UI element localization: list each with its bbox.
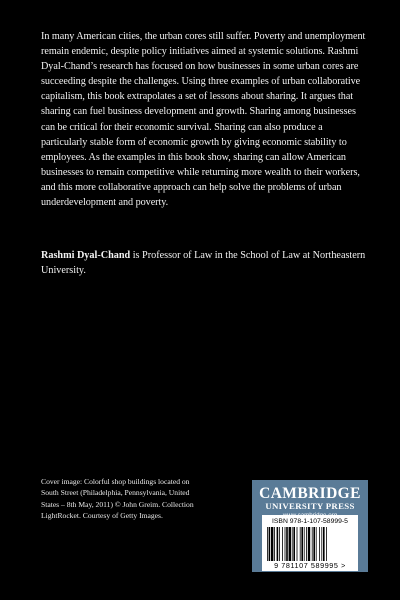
- author-bio-text: is Professor of Law in the School of Law at Northeastern University.: [41, 250, 366, 277]
- barcode-bar: [285, 527, 286, 561]
- barcode-bar: [274, 527, 275, 561]
- barcode-bar: [267, 527, 268, 561]
- blurb-text: In many American cities, the urban cores still suffer. Poverty and unemployment remain endemic, despite policy initiatives aimed at systemic solutions. Rashmi Dyal-Chand’s research has focused on how businesses in some urban cores are succeeding despite the challenges. Using three examples of urban collaborative capitalism, this book extrapolates a set of lessons about sharing. It argues that sharing can fuel business development and growth. Sharing among businesses can be critical for their economic survival. Sharing can also produce a particularly stable form of economic growth by giving economic stability to employees. As the examples in this book show, sharing can allow American businesses to remain competitive while returning more wealth to their workers, and this more collaborative approach can help solve the problems of urban underdevelopment and poverty.: [41, 31, 366, 209]
- barcode-bar: [319, 527, 320, 561]
- barcode-bar: [316, 527, 317, 561]
- barcode-bar: [292, 527, 293, 561]
- barcode-bar: [304, 527, 305, 561]
- back-cover-blurb: [41, 29, 367, 210]
- barcode-bar: [301, 527, 303, 561]
- barcode-bar: [279, 527, 280, 561]
- barcode-bar: [313, 527, 315, 561]
- barcode-bar: [312, 527, 313, 561]
- barcode-bar: [282, 527, 283, 561]
- publisher-subtitle: UNIVERSITY PRESS: [265, 501, 355, 511]
- barcode-digits: 9 781107 589995 >: [274, 561, 346, 570]
- barcode-bar: [308, 527, 310, 561]
- barcode-bar: [286, 527, 288, 561]
- isbn-label: ISBN 978-1-107-58999-5: [272, 518, 348, 525]
- barcode-bar: [306, 527, 307, 561]
- author-bio: [41, 248, 367, 278]
- barcode-bar: [271, 527, 273, 561]
- barcode-bar: [321, 527, 322, 561]
- barcode-icon: [265, 527, 355, 561]
- barcode-bar: [300, 527, 301, 561]
- barcode-bar: [269, 527, 271, 561]
- publisher-name: CAMBRIDGE: [259, 485, 361, 502]
- barcode-bar: [297, 527, 298, 561]
- cover-image-credit: Cover image: Colorful shop buildings located on South Street (Philadelphia, Pennsylvania, United States – 8th May, 2011) © John Greim. Collection LightRocket. Courtesy of Getty Images.: [41, 477, 194, 521]
- barcode-bar: [277, 527, 279, 561]
- barcode-bar: [323, 527, 325, 561]
- barcode-bar: [289, 527, 291, 561]
- barcode-bar: [326, 527, 327, 561]
- author-name: Rashmi Dyal-Chand: [41, 250, 131, 261]
- barcode-bar: [293, 527, 295, 561]
- barcode-panel: [262, 515, 358, 571]
